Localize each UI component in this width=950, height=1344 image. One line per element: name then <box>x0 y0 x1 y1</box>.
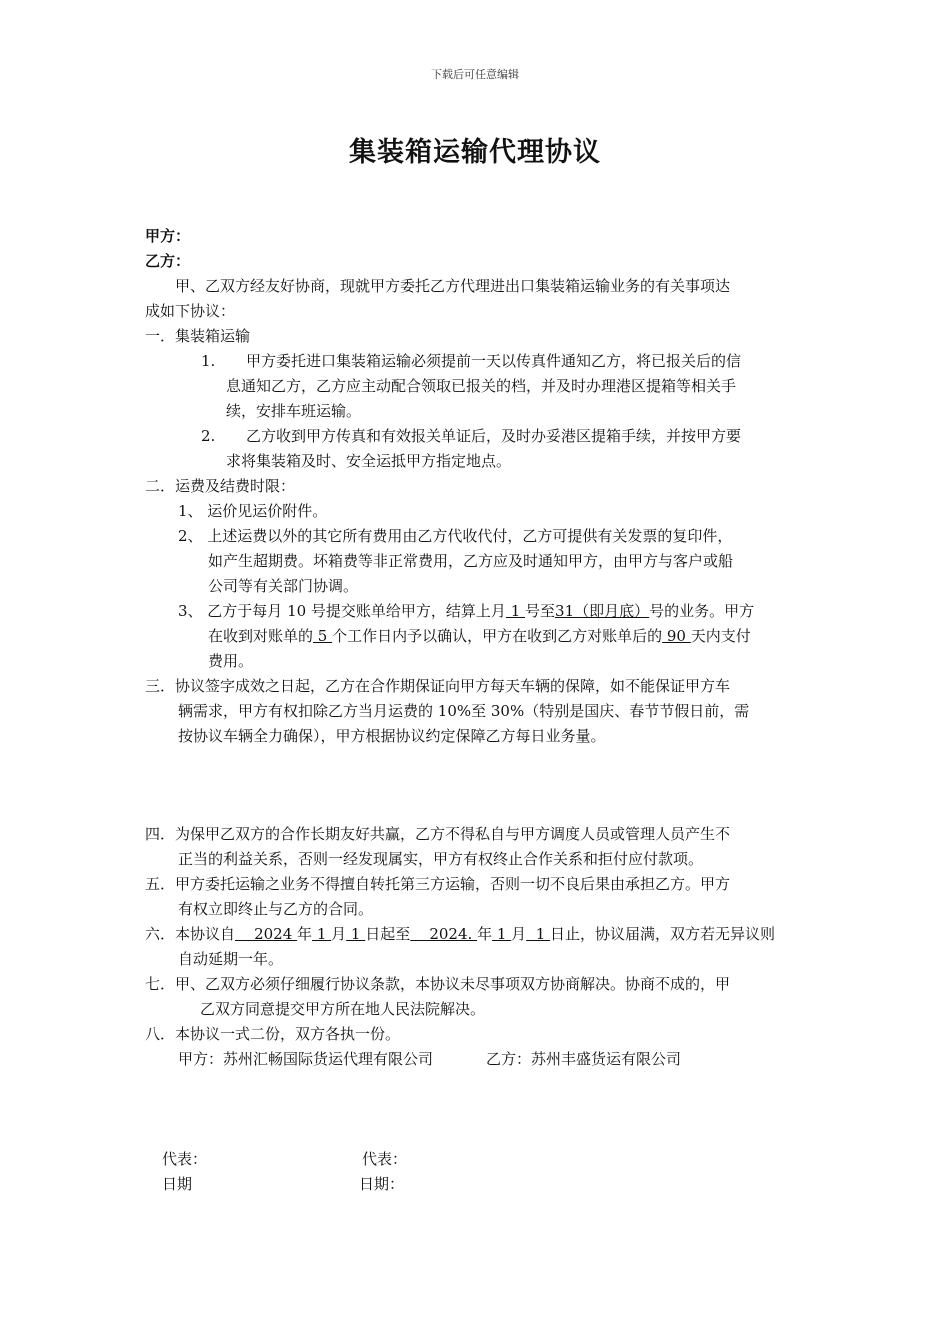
intro-line-1: 甲、乙双方经友好协商，现就甲方委托乙方代理进出口集装箱运输业务的有关事项达 <box>175 277 731 295</box>
party-b-date-label: 日期： <box>359 1175 405 1193</box>
section-2-item-2-line-3: 公司等有关部门协调。 <box>208 577 359 595</box>
section-1-item-2-number: 2. <box>201 427 216 445</box>
term-start-day: 1 <box>346 925 366 943</box>
party-b-representative-label: 代表： <box>362 1150 408 1168</box>
section-8: 八．本协议一式二份，双方各执一份。 <box>145 1025 401 1043</box>
term-start-year: 2024 <box>235 925 298 943</box>
section-1-item-2-line-2: 求将集装箱及时、安全运抵甲方指定地点。 <box>226 452 512 470</box>
party-b-label: 乙方： <box>145 252 191 270</box>
term-text-b: 年 <box>297 925 313 943</box>
term-end-day: 1 <box>526 925 551 943</box>
term-text-a: 六．本协议自 <box>145 925 236 943</box>
section-2-item-3-line-1 <box>178 599 754 624</box>
section-7-line-1: 七．甲、乙双方必须仔细履行协议条款，本协议未尽事项双方协商解决。协商不成的，甲 <box>145 975 731 993</box>
party-a-representative-label: 代表： <box>162 1150 208 1168</box>
section-6-line-1 <box>145 922 775 947</box>
item-3-text-e: 个工作日内予以确认，甲方在收到乙方对账单后的 <box>332 627 663 645</box>
section-7-line-2: 乙双方同意提交甲方所在地人民法院解决。 <box>200 1000 486 1018</box>
term-end-year: 2024. <box>410 925 478 943</box>
section-1-item-1-number: 1. <box>201 352 216 370</box>
term-text-e: 年 <box>477 925 493 943</box>
section-2-item-2-line-2: 如产生超期费。坏箱费等非正常费用，乙方应及时通知甲方，由甲方与客户或船 <box>208 552 734 570</box>
term-text-d: 日起至 <box>365 925 411 943</box>
party-a-date-label: 日期 <box>162 1175 193 1193</box>
section-3-line-2: 辆需求，甲方有权扣除乙方当月运费的 10%至 30%（特别是国庆、春节节假日前，需 <box>178 702 750 720</box>
section-1-heading: 一．集装箱运输 <box>145 327 251 345</box>
item-3-text-b: 号至 <box>525 602 556 620</box>
term-text-c: 月 <box>331 925 347 943</box>
section-2-item-1: 1、 运价见运价附件。 <box>178 502 328 520</box>
item-3-text-c: 号的业务。甲方 <box>649 602 755 620</box>
section-3-line-1: 三．协议签字成效之日起，乙方在合作期保证向甲方每天车辆的保障，如不能保证甲方车 <box>145 677 731 695</box>
term-end-month: 1 <box>492 925 512 943</box>
term-start-month: 1 <box>312 925 332 943</box>
section-3-line-3: 按协议车辆全力确保），甲方根据协议约定保障乙方每日业务量。 <box>178 727 606 745</box>
section-5-line-1: 五．甲方委托运输之业务不得擅自转托第三方运输，否则一切不良后果由承担乙方。甲方 <box>145 875 731 893</box>
section-6-line-2: 自动延期一年。 <box>178 950 284 968</box>
section-1-item-2-line-1: 乙方收到甲方传真和有效报关单证后，及时办妥港区提箱手续，并按甲方要 <box>246 427 742 445</box>
header-note: 下载后可任意编辑 <box>431 68 519 81</box>
section-1-item-1-line-1: 甲方委托进口集装箱运输必须提前一天以传真件通知乙方，将已报关后的信 <box>246 352 742 370</box>
section-5-line-2: 有权立即终止与乙方的合同。 <box>178 900 374 918</box>
party-b-name: 乙方：苏州丰盛货运有限公司 <box>486 1050 682 1068</box>
section-1-item-1-line-3: 续，安排车班运输。 <box>226 402 362 420</box>
term-text-g: 日止，协议届满，双方若无异议则 <box>550 925 776 943</box>
item-3-end-day: 31（即月底） <box>555 602 650 620</box>
section-4-line-1: 四．为保甲乙双方的合作长期友好共赢，乙方不得私自与甲方调度人员或管理人员产生不 <box>145 825 731 843</box>
item-3-text-d: 在收到对账单的 <box>208 627 314 645</box>
section-2-item-3-line-3: 费用。 <box>208 652 254 670</box>
section-2-item-3-line-2 <box>208 624 751 649</box>
party-a-label: 甲方： <box>145 227 191 245</box>
item-3-start-day: 1 <box>505 602 526 620</box>
item-3-payment-days: 90 <box>662 627 691 645</box>
section-2-item-2-line-1: 2、 上述运费以外的其它所有费用由乙方代收代付，乙方可提供有关发票的复印件， <box>178 527 733 545</box>
document-title: 集装箱运输代理协议 <box>349 137 601 168</box>
term-text-f: 月 <box>511 925 527 943</box>
item-3-text-f: 天内支付 <box>690 627 751 645</box>
section-4-line-2: 正当的利益关系，否则一经发现属实，甲方有权终止合作关系和拒付应付款项。 <box>178 850 704 868</box>
party-a-name: 甲方：苏州汇畅国际货运代理有限公司 <box>178 1050 434 1068</box>
section-2-heading: 二．运费及结费时限： <box>145 477 296 495</box>
item-3-text-a: 3、 乙方于每月 10 号提交账单给甲方，结算上月 <box>178 602 506 620</box>
item-3-confirm-days: 5 <box>313 627 333 645</box>
section-1-item-1-line-2: 息通知乙方，乙方应主动配合领取已报关的档，并及时办理港区提箱等相关手 <box>226 377 737 395</box>
intro-line-2: 成如下协议： <box>145 302 236 320</box>
